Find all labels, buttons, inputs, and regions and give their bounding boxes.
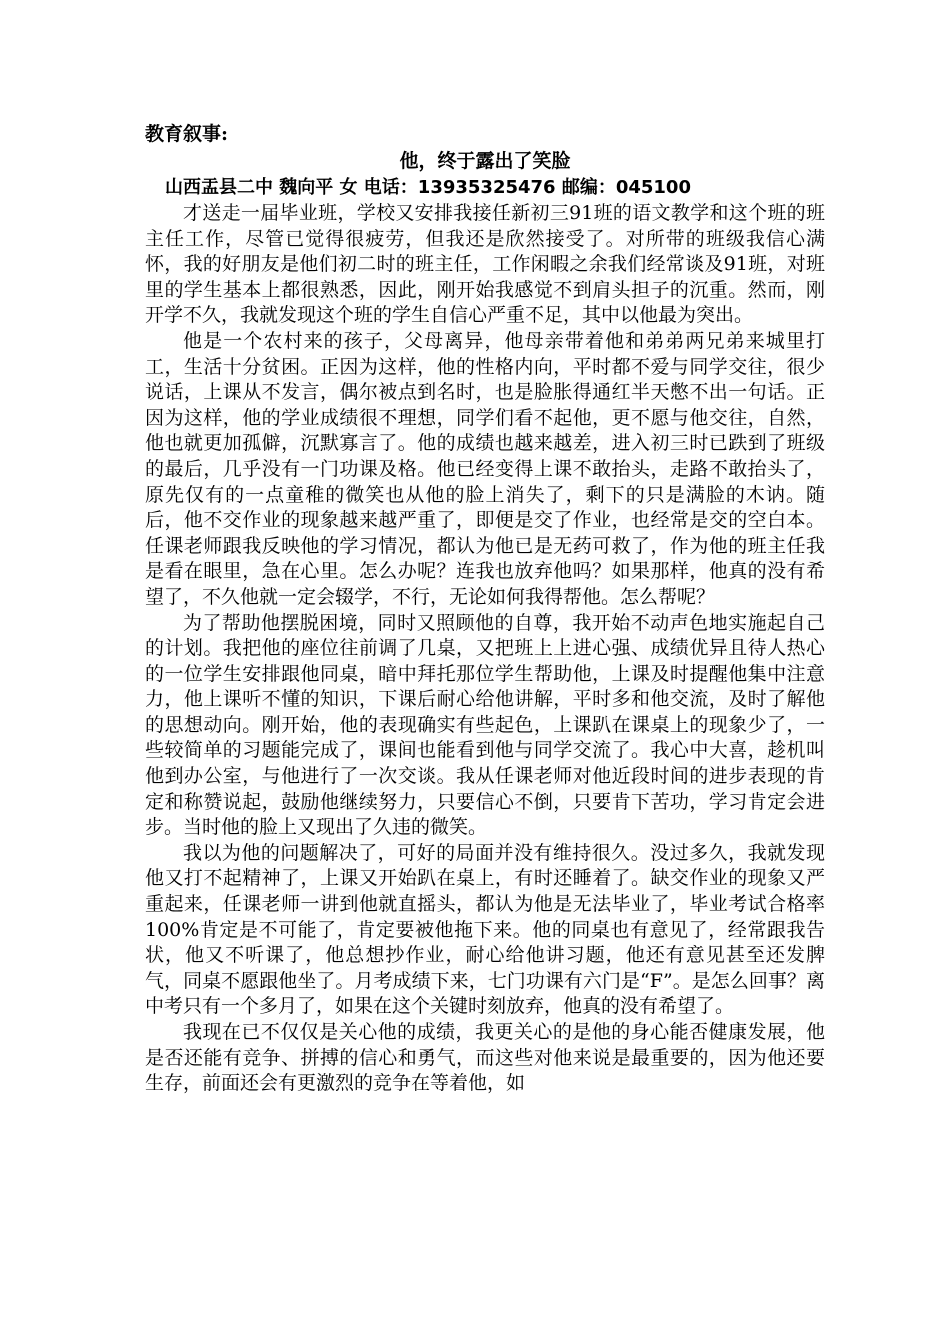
- paragraph-2: 他是一个农村来的孩子，父母离异，他母亲带着他和弟弟两兄弟来城里打工，生活十分贫困。正因为这样，他的性格内向，平时都不爱与同学交往，很少说话，上课从不发言，偶尔被点到名时，也是脸胀得通红半天憋不出一句话。正因为这样，他的学业成绩很不理想，同学们看不起他，更不愿与他交往，自然，他也就更加孤僻，沉默寡言了。他的成绩也越来越差，进入初三时已跌到了班级的最后，几乎没有一门功课及格。他已经变得上课不敢抬头，走路不敢抬头了，原先仅有的一点童稚的微笑也从他的脸上消失了，剩下的只是满脸的木讷。随后，他不交作业的现象越来越严重了，即便是交了作业，也经常是交的空白本。任课老师跟我反映他的学习情况，都认为他已是无药可救了，作为他的班主任我是看在眼里，急在心里。怎么办呢？连我也放弃他吗？如果那样，他真的没有希望了，不久他就一定会辍学，不行，无论如何我得帮他。怎么帮呢？: [145, 329, 825, 608]
- article-title: 他，终于露出了笑脸: [399, 150, 571, 172]
- paragraph-3: 为了帮助他摆脱困境，同时又照顾他的自尊，我开始不动声色地实施起自己的计划。我把他的座位往前调了几桌，又把班上上进心强、成绩优异且待人热心的一位学生安排跟他同桌，暗中拜托那位学生帮助他，上课及时提醒他集中注意力，他上课听不懂的知识，下课后耐心给他讲解，平时多和他交流，及时了解他的思想动向。刚开始，他的表现确实有些起色，上课趴在课桌上的现象少了，一些较简单的习题能完成了，课间也能看到他与同学交流了。我心中大喜，趁机叫他到办公室，与他进行了一次交谈。我从任课老师对他近段时间的进步表现的肯定和称赞说起，鼓励他继续努力，只要信心不倒，只要肯下苦功，学习肯定会进步。当时他的脸上又现出了久违的微笑。: [145, 611, 825, 839]
- document-body: [145, 120, 825, 1097]
- paragraph-4: 我以为他的问题解决了，可好的局面并没有维持很久。没过多久，我就发现他又打不起精神了，上课又开始趴在桌上，有时还睡着了。缺交作业的现象又严重起来，任课老师一讲到他就直摇头，都认为他是无法毕业了，毕业考试合格率100%肯定是不可能了，肯定要被他拖下来。他的同桌也有意见了，经常跟我告状，他又不听课了，他总想抄作业，耐心给他讲习题，他还有意见甚至还发脾气，同桌不愿跟他坐了。月考成绩下来，七门功课有六门是“F”。是怎么回事？离中考只有一个多月了，如果在这个关键时刻放弃，他真的没有希望了。: [145, 841, 825, 1018]
- paragraph-5: 我现在已不仅仅是关心他的成绩，我更关心的是他的身心能否健康发展，他是否还能有竞争、拼搏的信心和勇气，而这些对他来说是最重要的，因为他还要生存，前面还会有更激烈的竞争在等着他，如: [145, 1021, 825, 1095]
- author-line: 山西盂县二中 魏向平 女 电话：13935325476 邮编：045100: [165, 177, 691, 198]
- paragraph-1: 才送走一届毕业班，学校又安排我接任新初三91班的语文教学和这个班的班主任工作，尽管已觉得很疲劳，但我还是欣然接受了。对所带的班级我信心满怀，我的好朋友是他们初二时的班主任，工作闲暇之余我们经常谈及91班，对班里的学生基本上都很熟悉，因此，刚开始我感觉不到肩头担子的沉重。然而，刚开学不久，我就发现这个班的学生自信心严重不足，其中以他最为突出。: [145, 202, 825, 327]
- genre-label: 教育叙事:: [145, 123, 229, 145]
